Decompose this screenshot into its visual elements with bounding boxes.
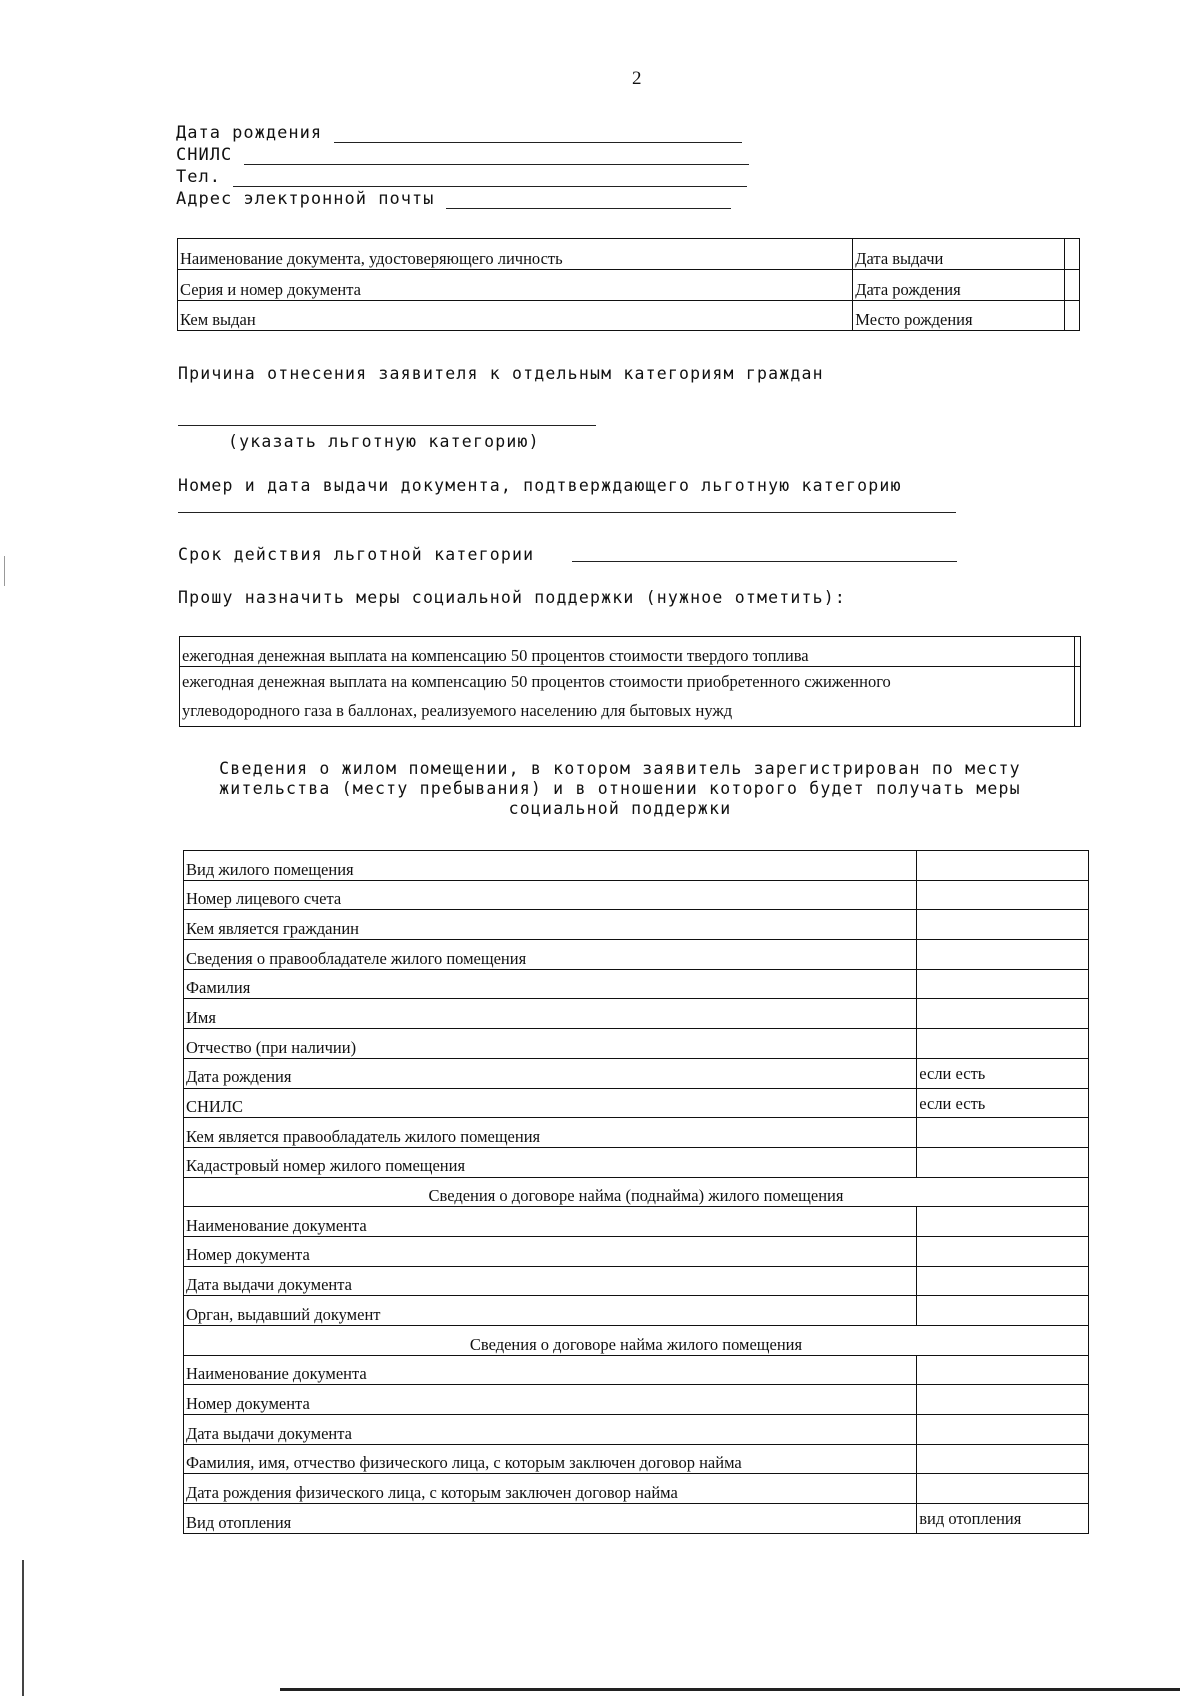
housing-heading-line3: социальной поддержки xyxy=(508,799,732,818)
document-input-line[interactable] xyxy=(178,512,956,513)
table-row xyxy=(178,239,1080,270)
housing-row-label: Вид жилого помещения xyxy=(184,851,917,881)
snils-input-line[interactable] xyxy=(244,164,749,165)
table-row xyxy=(184,1266,1089,1296)
section-heading: Сведения о договоре найма (поднайма) жилого помещения xyxy=(184,1177,1089,1207)
table-row xyxy=(184,999,1089,1029)
housing-row-value[interactable] xyxy=(917,851,1089,881)
measure-checkbox[interactable] xyxy=(1075,637,1081,667)
measures-table xyxy=(179,636,1081,727)
measure-liquefied-gas-line1: ежегодная денежная выплата на компенсацию 50 процентов стоимости приобретенного сжиженного xyxy=(182,672,891,691)
identity-issued-by-cell[interactable]: Кем выдан xyxy=(178,301,853,331)
housing-row-label: Вид отопления xyxy=(184,1504,917,1534)
housing-row-label: Имя xyxy=(184,999,917,1029)
request-label: Прошу назначить меры социальной поддержки (нужное отметить): xyxy=(178,588,847,607)
housing-row-value[interactable] xyxy=(917,999,1089,1029)
table-row xyxy=(184,1355,1089,1385)
table-row xyxy=(184,1444,1089,1474)
housing-row-label: Фамилия xyxy=(184,969,917,999)
housing-row-label: Кем является правообладатель жилого помещения xyxy=(184,1118,917,1148)
table-row xyxy=(184,1236,1089,1266)
identity-birth-date-cell[interactable]: Дата рождения xyxy=(853,270,1065,301)
housing-row-value[interactable]: если есть xyxy=(917,1058,1089,1088)
scan-mark xyxy=(4,556,5,586)
housing-row-value[interactable] xyxy=(917,1207,1089,1237)
phone-label: Тел. xyxy=(176,167,221,187)
housing-row-label: Номер документа xyxy=(184,1236,917,1266)
housing-row-label: СНИЛС xyxy=(184,1088,917,1118)
measure-checkbox[interactable] xyxy=(1075,667,1081,727)
housing-row-value[interactable] xyxy=(917,1474,1089,1504)
reason-input-line[interactable] xyxy=(178,425,596,426)
housing-row-value[interactable]: если есть xyxy=(917,1088,1089,1118)
scan-bottom-edge xyxy=(280,1688,1180,1691)
identity-extra-cell xyxy=(1065,270,1080,301)
table-row xyxy=(178,301,1080,331)
table-row xyxy=(184,851,1089,881)
housing-row-value[interactable] xyxy=(917,1355,1089,1385)
validity-input-line[interactable] xyxy=(572,561,957,562)
table-row xyxy=(184,1088,1089,1118)
birth-date-field xyxy=(176,123,742,143)
reason-hint: (указать льготную категорию) xyxy=(228,432,540,451)
document-label: Номер и дата выдачи документа, подтверждающего льготную категорию xyxy=(178,476,902,495)
table-row xyxy=(180,637,1081,667)
housing-row-value[interactable] xyxy=(917,1444,1089,1474)
measure-solid-fuel[interactable]: ежегодная денежная выплата на компенсацию 50 процентов стоимости твердого топлива xyxy=(180,637,1075,667)
housing-row-label: Фамилия, имя, отчество физического лица, с которым заключен договор найма xyxy=(184,1444,917,1474)
housing-row-value[interactable] xyxy=(917,1415,1089,1445)
housing-row-value[interactable] xyxy=(917,1236,1089,1266)
housing-row-label: Кем является гражданин xyxy=(184,910,917,940)
housing-heading-line2: жительства (месту пребывания) и в отношении которого будет получать меры xyxy=(219,779,1021,798)
housing-row-value[interactable] xyxy=(917,880,1089,910)
snils-field xyxy=(176,145,749,165)
table-row xyxy=(184,1415,1089,1445)
table-row xyxy=(184,1385,1089,1415)
measure-liquefied-gas[interactable] xyxy=(180,667,1075,727)
reason-label: Причина отнесения заявителя к отдельным категориям граждан xyxy=(178,364,824,383)
table-row xyxy=(184,940,1089,970)
housing-table xyxy=(183,850,1089,1534)
email-input-line[interactable] xyxy=(446,208,731,209)
housing-row-label: Дата рождения физического лица, с которым заключен договор найма xyxy=(184,1474,917,1504)
table-row xyxy=(184,1296,1089,1326)
identity-extra-cell xyxy=(1065,301,1080,331)
housing-row-label: Дата рождения xyxy=(184,1058,917,1088)
table-row xyxy=(184,1504,1089,1534)
section-row xyxy=(184,1326,1089,1356)
table-row xyxy=(184,1147,1089,1177)
housing-row-value[interactable] xyxy=(917,1029,1089,1059)
identity-series-cell[interactable]: Серия и номер документа xyxy=(178,270,853,301)
table-row xyxy=(184,1207,1089,1237)
housing-row-value[interactable] xyxy=(917,910,1089,940)
section-heading: Сведения о договоре найма жилого помещения xyxy=(184,1326,1089,1356)
page-number: 2 xyxy=(632,68,642,89)
birth-date-input-line[interactable] xyxy=(334,142,742,143)
housing-row-label: Наименование документа xyxy=(184,1207,917,1237)
birth-date-label: Дата рождения xyxy=(176,123,323,143)
housing-row-value[interactable] xyxy=(917,940,1089,970)
housing-row-label: Дата выдачи документа xyxy=(184,1415,917,1445)
housing-row-label: Кадастровый номер жилого помещения xyxy=(184,1147,917,1177)
table-row xyxy=(184,880,1089,910)
housing-row-value[interactable] xyxy=(917,1118,1089,1148)
housing-row-value[interactable] xyxy=(917,969,1089,999)
housing-row-label: Орган, выдавший документ xyxy=(184,1296,917,1326)
housing-row-value[interactable] xyxy=(917,1147,1089,1177)
snils-label: СНИЛС xyxy=(176,145,233,165)
email-field xyxy=(176,189,731,209)
housing-row-label: Наименование документа xyxy=(184,1355,917,1385)
identity-birth-place-cell[interactable]: Место рождения xyxy=(853,301,1065,331)
identity-document-table xyxy=(177,238,1080,331)
housing-row-label: Номер документа xyxy=(184,1385,917,1415)
identity-extra-cell xyxy=(1065,239,1080,270)
identity-issue-date-cell[interactable]: Дата выдачи xyxy=(853,239,1065,270)
table-row xyxy=(180,667,1081,727)
housing-row-value[interactable] xyxy=(917,1385,1089,1415)
validity-label: Срок действия льготной категории xyxy=(178,545,535,564)
table-row xyxy=(184,910,1089,940)
table-row xyxy=(184,1058,1089,1088)
section-row xyxy=(184,1177,1089,1207)
housing-heading-line1: Сведения о жилом помещении, в котором заявитель зарегистрирован по месту xyxy=(219,759,1021,778)
table-row xyxy=(184,969,1089,999)
scan-edge-mark xyxy=(22,1560,24,1696)
phone-field xyxy=(176,167,747,187)
email-label: Адрес электронной почты xyxy=(176,189,435,209)
table-row xyxy=(178,270,1080,301)
housing-row-label: Дата выдачи документа xyxy=(184,1266,917,1296)
identity-doc-name-cell[interactable]: Наименование документа, удостоверяющего личность xyxy=(178,239,853,270)
housing-row-value[interactable]: вид отопления xyxy=(917,1504,1089,1534)
housing-row-label: Отчество (при наличии) xyxy=(184,1029,917,1059)
table-row xyxy=(184,1029,1089,1059)
measure-liquefied-gas-line2: углеводородного газа в баллонах, реализуемого населению для бытовых нужд xyxy=(182,701,733,720)
housing-row-value[interactable] xyxy=(917,1296,1089,1326)
table-row xyxy=(184,1118,1089,1148)
housing-heading xyxy=(180,759,1060,819)
housing-row-label: Сведения о правообладателе жилого помещения xyxy=(184,940,917,970)
phone-input-line[interactable] xyxy=(233,186,747,187)
housing-row-value[interactable] xyxy=(917,1266,1089,1296)
table-row xyxy=(184,1474,1089,1504)
housing-row-label: Номер лицевого счета xyxy=(184,880,917,910)
